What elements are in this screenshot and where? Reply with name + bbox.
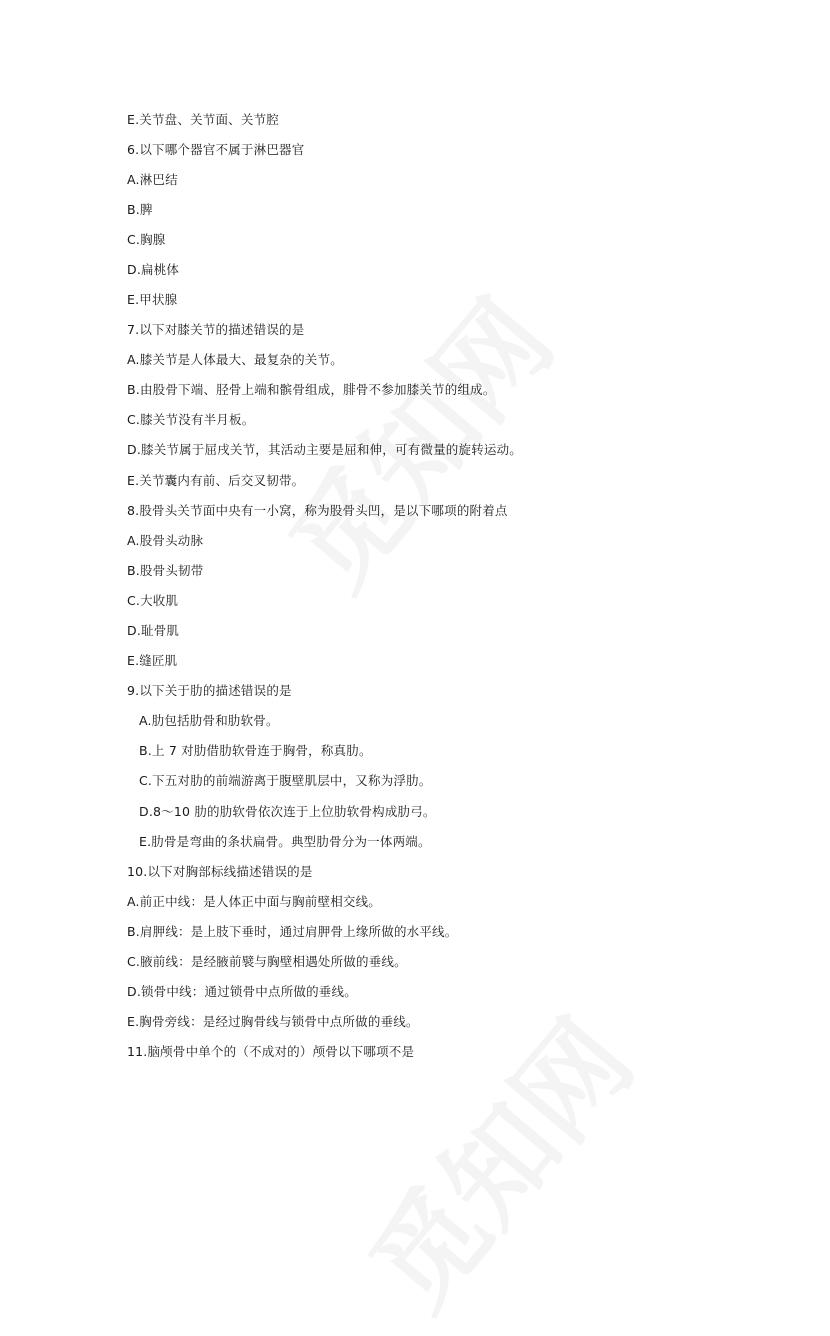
question-line: 11.脑颅骨中单个的（不成对的）颅骨以下哪项不是 (127, 1044, 415, 1059)
option-line: E.肋骨是弯曲的条状扁骨。典型肋骨分为一体两端。 (139, 834, 431, 849)
option-line: A.膝关节是人体最大、最复杂的关节。 (127, 352, 343, 367)
option-line: E.关节囊内有前、后交叉韧带。 (127, 473, 305, 488)
question-line: 7.以下对膝关节的描述错误的是 (127, 322, 305, 337)
option-line: E.关节盘、关节面、关节腔 (127, 112, 279, 127)
question-line: 9.以下关于肋的描述错误的是 (127, 683, 292, 698)
option-line: A.淋巴结 (127, 172, 178, 187)
question-line: 8.股骨头关节面中央有一小窝，称为股骨头凹，是以下哪项的附着点 (127, 503, 508, 518)
option-line: D.扁桃体 (127, 262, 180, 277)
option-line: B.上 7 对肋借肋软骨连于胸骨，称真肋。 (139, 743, 372, 758)
option-line: C.腋前线：是经腋前襞与胸壁相遇处所做的垂线。 (127, 954, 407, 969)
option-line: C.胸腺 (127, 232, 166, 247)
watermark (328, 982, 661, 1336)
option-line: B.脾 (127, 202, 153, 217)
option-line: D.8～10 肋的肋软骨依次连于上位肋软骨构成肋弓。 (139, 804, 436, 819)
option-line: A.前正中线：是人体正中面与胸前壁相交线。 (127, 894, 382, 909)
option-line: A.肋包括肋骨和肋软骨。 (139, 713, 279, 728)
option-line: C.膝关节没有半月板。 (127, 412, 255, 427)
option-line: D.耻骨肌 (127, 623, 180, 638)
option-line: C.大收肌 (127, 593, 179, 608)
watermark (248, 262, 581, 616)
question-line: 6.以下哪个器官不属于淋巴器官 (127, 142, 305, 157)
option-line: D.锁骨中线：通过锁骨中点所做的垂线。 (127, 984, 357, 999)
option-line: B.股骨头韧带 (127, 563, 204, 578)
option-line: E.胸骨旁线：是经过胸骨线与锁骨中点所做的垂线。 (127, 1014, 419, 1029)
option-line: C.下五对肋的前端游离于腹壁肌层中，又称为浮肋。 (139, 773, 432, 788)
option-line: D.膝关节属于屈戌关节，其活动主要是屈和伸，可有微量的旋转运动。 (127, 442, 522, 457)
question-line: 10.以下对胸部标线描述错误的是 (127, 864, 313, 879)
option-line: E.甲状腺 (127, 292, 178, 307)
option-line: B.肩胛线：是上肢下垂时，通过肩胛骨上缘所做的水平线。 (127, 924, 458, 939)
option-line: B.由股骨下端、胫骨上端和髌骨组成，腓骨不参加膝关节的组成。 (127, 382, 496, 397)
option-line: E.缝匠肌 (127, 653, 178, 668)
option-line: A.股骨头动脉 (127, 533, 204, 548)
